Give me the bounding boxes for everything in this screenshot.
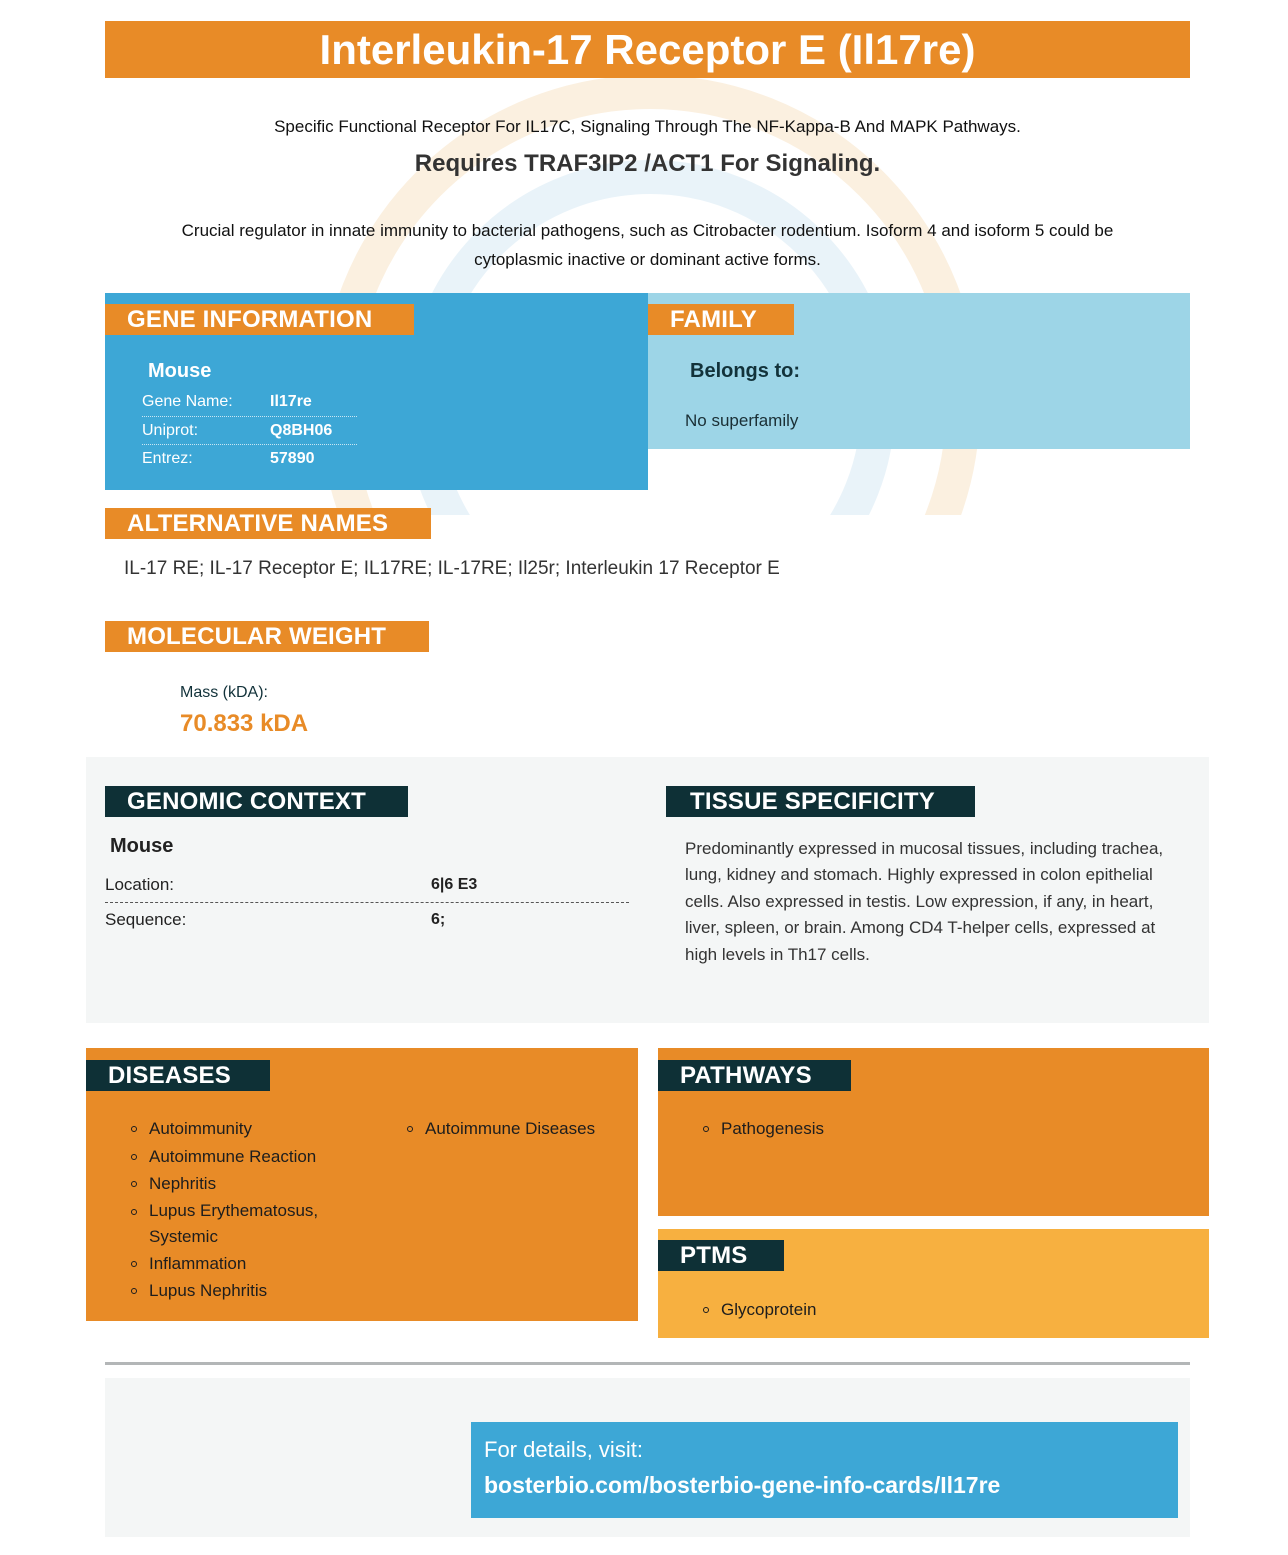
list-item: Autoimmunity — [131, 1115, 351, 1143]
divider — [105, 1362, 1190, 1365]
list-item: Lupus Nephritis — [131, 1277, 351, 1305]
tissue-specificity-heading: TISSUE SPECIFICITY — [666, 786, 975, 817]
genomic-row-label: Location: — [105, 875, 174, 894]
molecular-weight-heading: MOLECULAR WEIGHT — [105, 621, 429, 652]
ptms-list — [703, 1296, 1103, 1324]
list-item: Autoimmune Reaction — [131, 1143, 351, 1171]
family-value: No superfamily — [685, 411, 799, 430]
gene-row-uniprot — [142, 416, 357, 444]
list-item: Inflammation — [131, 1250, 351, 1278]
genomic-row-value: 6|6 E3 — [431, 876, 478, 893]
alternative-names-heading: ALTERNATIVE NAMES — [105, 508, 431, 539]
alternative-names-text: IL-17 RE; IL-17 Receptor E; IL17RE; IL-17RE; Il25r; Interleukin 17 Receptor E — [124, 558, 780, 579]
diseases-list-col2 — [407, 1115, 627, 1143]
pathways-heading: PATHWAYS — [658, 1060, 851, 1091]
mass-label: Mass (kDA): — [180, 684, 268, 701]
genomic-context-heading: GENOMIC CONTEXT — [105, 786, 408, 817]
diseases-heading: DISEASES — [86, 1060, 270, 1091]
subtitle: Specific Functional Receptor For IL17C, Signaling Through The NF-Kappa-B And MAPK Pathways. — [274, 117, 1021, 136]
details-url-link[interactable]: bosterbio.com/bosterbio-gene-info-cards/Il17re — [484, 1472, 1001, 1498]
details-label: For details, visit: — [484, 1437, 643, 1462]
family-label: Belongs to: — [690, 360, 800, 382]
tissue-specificity-text: Predominantly expressed in mucosal tissues, including trachea, lung, kidney and stomach. Highly expressed in colon epithelial cells. Also expressed in testis. Low expression, if any, in heart, liver, spleen, or brain. Among CD4 T-helper cells, expressed at high levels in Th17 cells. — [685, 839, 1164, 964]
pathways-list — [703, 1115, 1103, 1143]
list-item: Lupus Erythematosus, Systemic — [131, 1198, 351, 1250]
family-heading: FAMILY — [648, 304, 794, 335]
gene-row-name — [142, 388, 357, 416]
gene-species: Mouse — [148, 360, 212, 382]
mass-value: 70.833 kDA — [180, 710, 309, 737]
genomic-species: Mouse — [110, 835, 174, 857]
genomic-row-sequence — [105, 902, 629, 936]
genomic-row-label: Sequence: — [105, 909, 187, 929]
gene-row-label: Gene Name: — [142, 393, 233, 410]
subtitle-bold: Requires TRAF3IP2 /ACT1 For Signaling. — [414, 150, 881, 177]
gene-row-label: Uniprot: — [142, 421, 199, 439]
list-item: Pathogenesis — [703, 1115, 1103, 1143]
gene-information-heading: GENE INFORMATION — [105, 304, 414, 335]
genomic-context-table — [105, 868, 629, 936]
genomic-row-value: 6; — [431, 910, 446, 928]
diseases-list-col1 — [131, 1115, 351, 1305]
list-item: Glycoprotein — [703, 1296, 1103, 1324]
list-item: Nephritis — [131, 1170, 351, 1198]
gene-row-value: Q8BH06 — [270, 421, 333, 439]
gene-info-table — [142, 388, 357, 472]
genomic-row-location — [105, 868, 629, 902]
gene-row-entrez — [142, 444, 357, 472]
gene-row-label: Entrez: — [142, 449, 193, 467]
description: Crucial regulator in innate immunity to bacterial pathogens, such as Citrobacter rodentium. Isoform 4 and isoform 5 could be cytoplasmic inactive or dominant active forms. — [181, 221, 1114, 269]
gene-row-value: Il17re — [270, 393, 312, 410]
list-item: Autoimmune Diseases — [407, 1115, 627, 1143]
ptms-heading: PTMS — [658, 1240, 784, 1271]
gene-row-value: 57890 — [270, 449, 315, 467]
page-title: Interleukin-17 Receptor E (Il17re) — [105, 21, 1190, 78]
